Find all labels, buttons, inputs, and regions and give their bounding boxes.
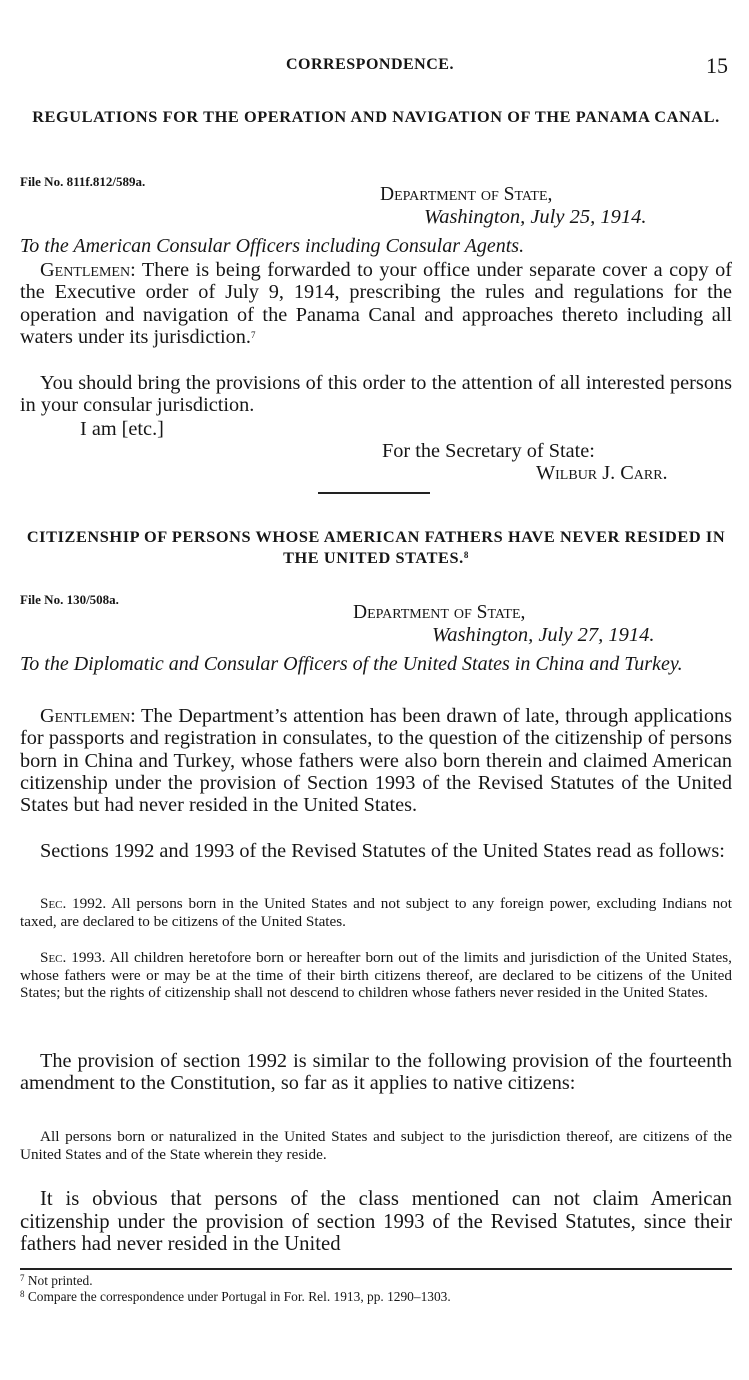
- section-heading-panama-canal: REGULATIONS FOR THE OPERATION AND NAVIGATION OF THE PANAMA CANAL.: [32, 107, 720, 126]
- date-line: Washington, July 27, 1914.: [432, 624, 655, 646]
- statute-label: Sec. 1992.: [40, 895, 107, 912]
- footnote-text: Compare the correspondence under Portugal in For. Rel. 1913, pp. 1290–1303.: [27, 1288, 451, 1304]
- addressee-text: To the Diplomatic and Consular Officers of the United States in China and Turkey.: [20, 653, 683, 675]
- closing: I am [etc.]: [80, 418, 164, 440]
- page-number: 15: [706, 53, 728, 78]
- body-paragraph: The provision of section 1992 is similar to the following provision of the fourteenth amendment to the Constitution, so far as it applies to native citizens:: [20, 1050, 732, 1095]
- signature-for: For the Secretary of State:: [382, 440, 595, 462]
- statute-text: All persons born in the United States and not subject to any foreign power, excluding Indians not taxed, are declared to be citizens of the United States.: [20, 895, 732, 930]
- body-paragraph: [20, 259, 732, 348]
- statute-label: Sec. 1993.: [40, 949, 106, 966]
- footnotes: [20, 1273, 732, 1304]
- addressee: To the American Consular Officers including Consular Agents.: [20, 235, 525, 257]
- footnote-mark: 7: [20, 1273, 25, 1283]
- salutation: Gentlemen: [40, 259, 131, 281]
- file-number: File No. 130/508a.: [20, 592, 119, 607]
- amendment-quote: All persons born or naturalized in the United States and subject to the jurisdiction thereof, are citizens of the United States and of the State wherein they reside.: [20, 1128, 732, 1163]
- footnote-text: Not printed.: [27, 1273, 93, 1288]
- file-number: File No. 811f.812/589a.: [20, 174, 146, 189]
- paragraph-text: : There is being forwarded to your office under separate cover a copy of the Executive order of July 9, 1914, prescribing the rules and regulations for the operation and navigation of the Panama Canal and approaches thereto including all waters under its jurisdiction.: [20, 259, 732, 348]
- statute-quote-1992: [20, 895, 732, 930]
- section-heading-citizenship: [20, 526, 732, 568]
- running-title: CORRESPONDENCE.: [286, 56, 454, 73]
- footnote-ref: 7: [250, 329, 256, 340]
- date-line: Washington, July 25, 1914.: [424, 206, 647, 228]
- addressee: [20, 652, 732, 676]
- salutation: Gentlemen: [40, 705, 131, 727]
- signer-name: Wilbur J. Carr.: [536, 462, 668, 484]
- footnote-ref: 8: [463, 550, 469, 560]
- department-line: Department of State,: [380, 184, 553, 205]
- statute-quote-1993: [20, 949, 732, 1002]
- section-divider: [318, 492, 430, 494]
- footnote-divider: [20, 1268, 732, 1270]
- body-paragraph: It is obvious that persons of the class mentioned can not claim American citizenship under the provision of section 1993 of the Revised Statutes, since their fathers had never resided in the United: [20, 1188, 732, 1255]
- body-paragraph: [20, 705, 732, 816]
- statute-text: All children heretofore born or hereafter born out of the limits and jurisdiction of the United States, whose fathers were or may be at the time of their birth citizens thereof, are declared to be citizens of the United States; but the rights of citizenship shall not descend to children whose fathers never resided in the United States.: [20, 949, 732, 1002]
- body-paragraph: Sections 1992 and 1993 of the Revised Statutes of the United States read as follows:: [40, 840, 725, 862]
- footnote-mark: 8: [20, 1288, 25, 1299]
- heading-text: CITIZENSHIP OF PERSONS WHOSE AMERICAN FATHERS HAVE NEVER RESIDED IN THE UNITED STATES.: [26, 527, 726, 567]
- body-paragraph: You should bring the provisions of this order to the attention of all interested persons in your consular jurisdiction.: [20, 372, 732, 417]
- paragraph-text: : The Department’s attention has been drawn of late, through applications for passports and registration in consulates, to the question of the citizenship of persons born in China and Turkey, whose fathers were also born therein and claimed American citizenship under the provision of Section 1993 of the Revised Statutes of the United States but had never resided in the United States.: [20, 705, 732, 817]
- department-line: Department of State,: [353, 602, 526, 623]
- footnote: [20, 1273, 732, 1289]
- footnote: [20, 1289, 732, 1305]
